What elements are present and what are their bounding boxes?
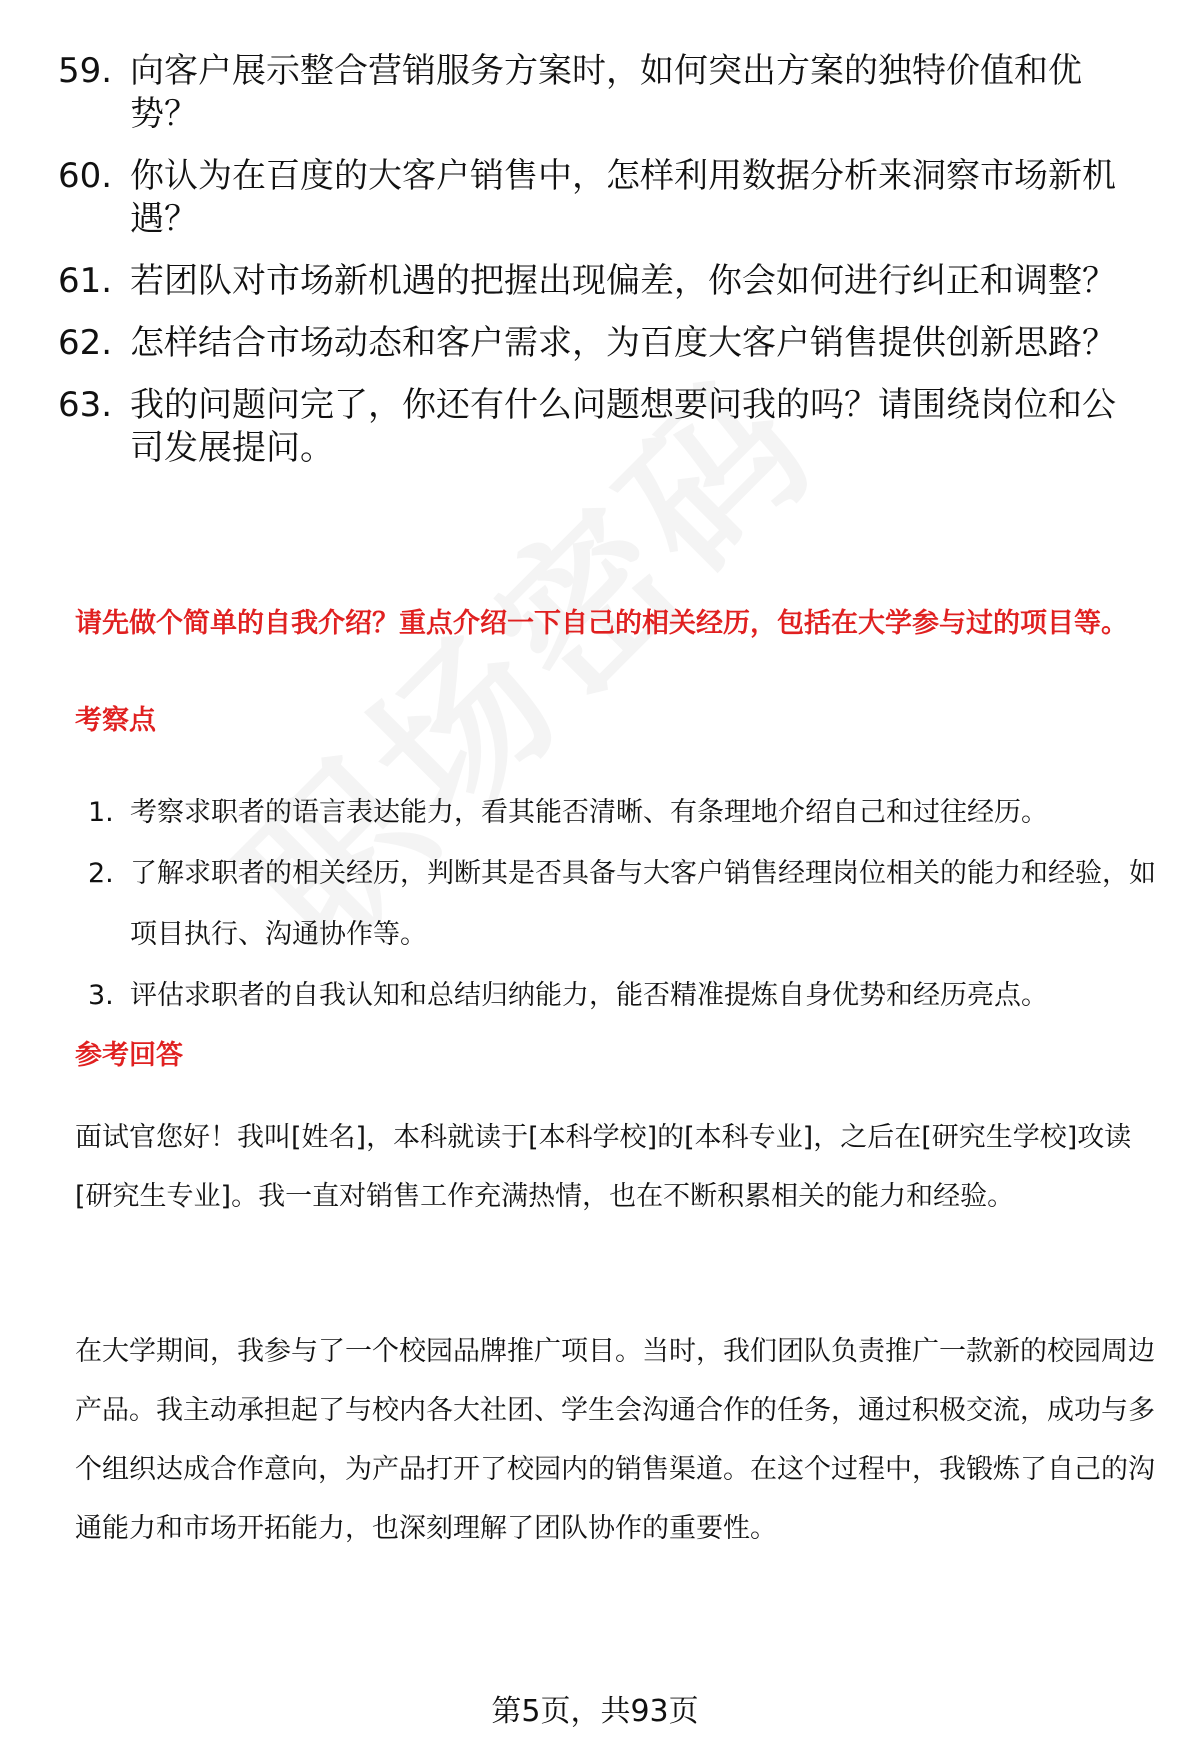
interview-question-title: 请先做个简单的自我介绍？重点介绍一下自己的相关经历，包括在大学参与过的项目等。 — [75, 608, 1128, 639]
point-text: 了解求职者的相关经历，判断其是否具备与大客户销售经理岗位相关的能力和经验，如项目执行、沟通协作等。 — [130, 858, 1156, 950]
question-text: 你认为在百度的大客户销售中，怎样利用数据分析来洞察市场新机遇？ — [130, 156, 1116, 239]
question-item — [58, 322, 1148, 365]
question-item — [58, 384, 1148, 470]
question-number: 63. — [58, 385, 113, 425]
assessment-point — [88, 782, 1168, 843]
question-text: 向客户展示整合营销服务方案时，如何突出方案的独特价值和优势？ — [130, 51, 1082, 134]
page-footer: 第5页，共93页 — [491, 1694, 699, 1729]
question-list — [58, 50, 1148, 489]
point-text: 考察求职者的语言表达能力，看其能否清晰、有条理地介绍自己和过往经历。 — [130, 797, 1048, 828]
point-text: 评估求职者的自我认知和总结归纳能力，能否精准提炼自身优势和经历亮点。 — [130, 980, 1048, 1011]
question-item — [58, 50, 1148, 136]
question-number: 62. — [58, 323, 113, 363]
point-number: 2. — [88, 858, 114, 889]
answer-paragraph: 在大学期间，我参与了一个校园品牌推广项目。当时，我们团队负责推广一款新的校园周边产品。我主动承担起了与校内各大社团、学生会沟通合作的任务，通过积极交流，成功与多个组织达成合作意向，为产品打开了校园内的销售渠道。在这个过程中，我锻炼了自己的沟通能力和市场开拓能力，也深刻理解了团队协作的重要性。 — [75, 1336, 1155, 1544]
question-number: 60. — [58, 156, 113, 196]
assessment-heading: 考察点 — [75, 705, 156, 736]
answer-paragraph: 面试官您好！我叫[姓名]，本科就读于[本科学校]的[本科专业]，之后在[研究生学校]攻读[研究生专业]。我一直对销售工作充满热情，也在不断积累相关的能力和经验。 — [75, 1122, 1132, 1212]
assessment-point — [88, 965, 1168, 1026]
reference-answer-heading: 参考回答 — [75, 1040, 183, 1071]
question-item — [58, 260, 1148, 303]
question-text: 怎样结合市场动态和客户需求，为百度大客户销售提供创新思路？ — [130, 323, 1116, 363]
question-text: 若团队对市场新机遇的把握出现偏差，你会如何进行纠正和调整？ — [130, 261, 1116, 301]
question-item — [58, 155, 1148, 241]
question-number: 59. — [58, 51, 113, 91]
assessment-point — [88, 843, 1168, 965]
point-number: 3. — [88, 980, 114, 1011]
question-number: 61. — [58, 261, 113, 301]
point-number: 1. — [88, 797, 114, 828]
question-text: 我的问题问完了，你还有什么问题想要问我的吗？请围绕岗位和公司发展提问。 — [130, 385, 1116, 468]
assessment-points — [88, 782, 1168, 1026]
